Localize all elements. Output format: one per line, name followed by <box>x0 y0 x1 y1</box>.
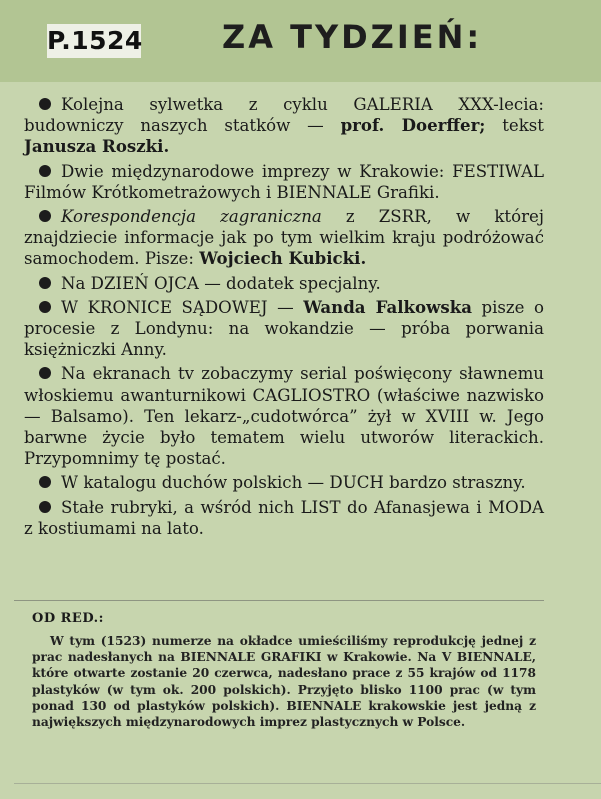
bullet-icon <box>39 301 51 313</box>
bullet-icon <box>39 165 51 177</box>
page-title: ZA TYDZIEŃ: <box>222 18 483 56</box>
author-name: Janusza Roszki. <box>24 136 170 157</box>
bullet-icon <box>39 98 51 110</box>
list-item <box>24 297 544 361</box>
bullet-icon <box>39 277 51 289</box>
author-name: Wojciech Kubicki. <box>199 248 367 269</box>
editor-note-body: W tym (1523) numerze na okładce umieściliśmy reprodukcję jednej z prac nadesłanych na BIENNALE GRAFIKI w Krakowie. Na V BIENNALE, które otwarte zostanie 20 czerwca, nadesłano prace z 55 krajów od 1178 plastyków (w tym ok. 200 polskich). Przyjęto blisko 1100 prac (w tym ponad 130 od plastyków polskich). BIENNALE krakowskie jest jedną z największych międzynarodowych imprez plastycznych w Polsce. <box>32 634 536 730</box>
bullet-icon <box>39 210 51 222</box>
bullet-icon <box>39 476 51 488</box>
bullet-icon <box>39 367 51 379</box>
item-text: Dwie międzynarodowe imprezy w Krakowie: FESTIWAL Filmów Krótkometrażowych i BIENNALE Grafiki. <box>24 161 544 202</box>
author-name: Wanda Falkowska <box>303 296 472 317</box>
list-item <box>24 363 544 469</box>
item-text: Stałe rubryki, a wśród nich LIST do Afanasjewa i MODA z kostiumami na lato. <box>24 497 544 538</box>
section-name: Korespondencja zagraniczna <box>61 207 322 227</box>
item-text: z ZSRR, w której znajdziecie informacje jak po tym wielkim kraju podróżować samochodem. Pisze: <box>24 207 544 269</box>
editor-note-label: OD RED.: <box>32 611 104 626</box>
divider <box>14 783 601 784</box>
item-text: Na ekranach tv zobaczymy serial poświęcony sławnemu włoskiemu awanturnikowi CAGLIOSTRO (właściwe nazwisko — Balsamo). Ten lekarz-„cudotwórca” żył w XVIII w. Jego barwne życie było tematem wielu utworów literackich. Przypomnimy tę postać. <box>24 364 544 469</box>
list-item <box>24 94 544 158</box>
item-text: W KRONICE SĄDOWEJ — <box>61 297 304 317</box>
list-item <box>24 273 544 294</box>
list-item <box>24 472 544 493</box>
item-text: Na DZIEŃ OJCA — dodatek specjalny. <box>61 273 381 293</box>
issue-number: P.1524 <box>47 24 141 58</box>
list-item <box>24 206 544 270</box>
list-item <box>24 497 544 539</box>
editor-note <box>32 610 536 730</box>
contents-list <box>24 94 544 542</box>
item-text: Kolejna sylwetka z cyklu GALERIA XXX-lecia: budowniczy naszych statków — <box>24 95 544 136</box>
author-name: prof. Doerffer; <box>340 115 486 136</box>
bullet-icon <box>39 501 51 513</box>
item-text: pisze o procesie z Londynu: na wokandzie — próba porwania księżniczki Anny. <box>24 297 544 360</box>
item-text: tekst <box>485 116 544 136</box>
list-item <box>24 161 544 203</box>
item-text: W katalogu duchów polskich — DUCH bardzo straszny. <box>61 473 526 493</box>
divider <box>14 600 544 601</box>
header-band <box>0 0 601 82</box>
editor-note-text <box>32 633 536 730</box>
